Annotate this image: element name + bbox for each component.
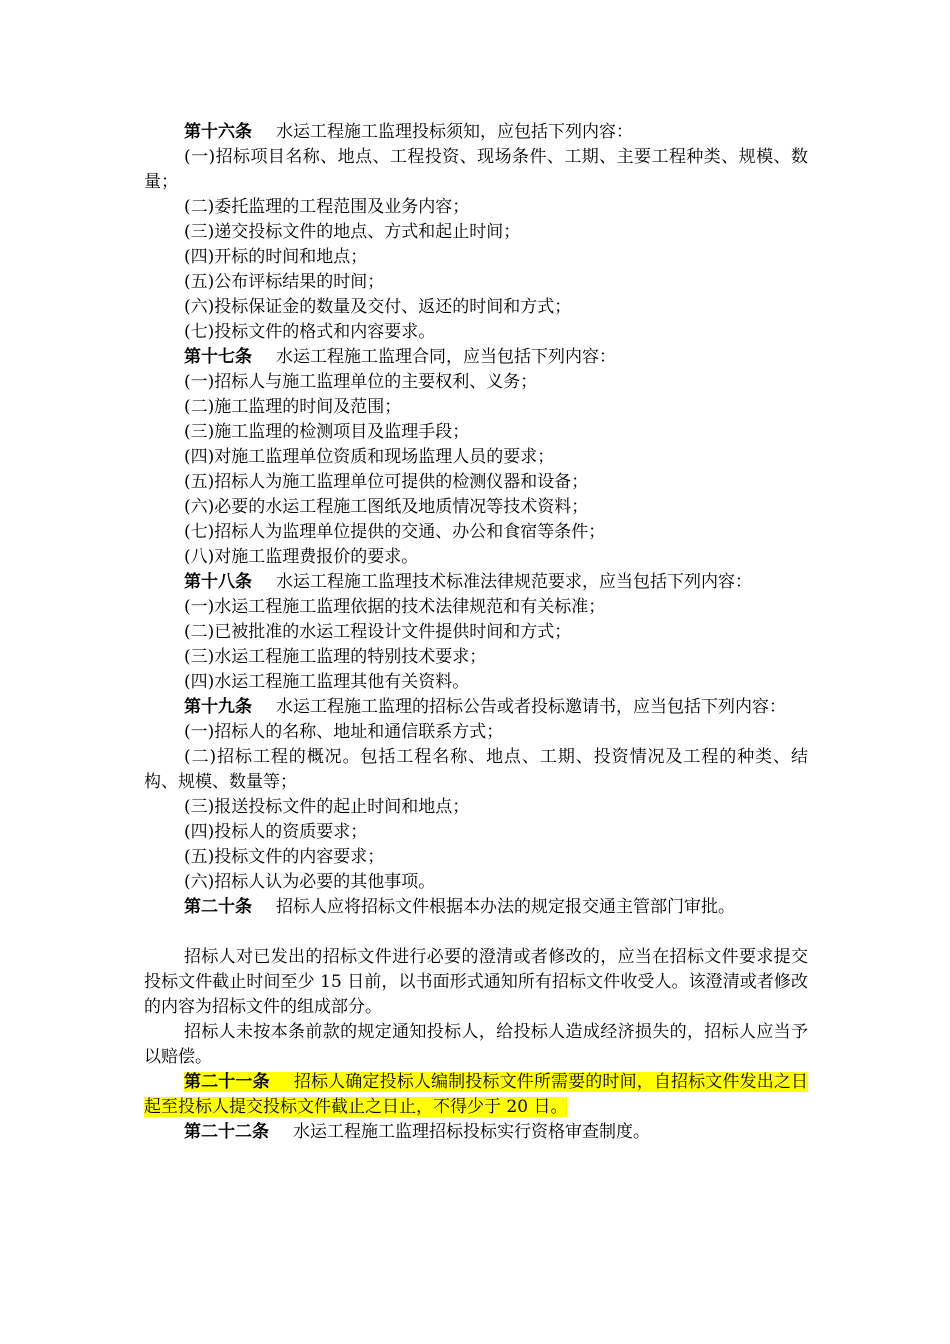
- article-19: [144, 695, 808, 720]
- list-item: (三)递交投标文件的地点、方式和起止时间；: [184, 222, 521, 242]
- article-text: 水运工程施工监理的招标公告或者投标邀请书，应当包括下列内容：: [276, 697, 786, 717]
- list-item: (一)招标人与施工监理单位的主要权利、义务；: [184, 372, 538, 392]
- list-item: (四)水运工程施工监理其他有关资料。: [184, 672, 470, 692]
- article-title: 第十六条: [184, 122, 252, 142]
- article-title: 第二十一条: [184, 1072, 270, 1092]
- article-text: 水运工程施工监理技术标准法律规范要求，应当包括下列内容：: [276, 572, 752, 592]
- article-text: 水运工程施工监理合同，应当包括下列内容：: [276, 347, 616, 367]
- list-item: (一)水运工程施工监理依据的技术法律规范和有关标准；: [184, 597, 606, 617]
- article-18: [144, 570, 808, 595]
- article-22: [144, 1120, 808, 1145]
- list-item: (二)招标工程的概况。包括工程名称、地点、工期、投资情况及工程的种类、结构、规模、数量等；: [144, 747, 808, 792]
- article-title: 第十九条: [184, 697, 252, 717]
- list-item: (七)招标人为监理单位提供的交通、办公和食宿等条件；: [184, 522, 606, 542]
- article-title: 第二十二条: [184, 1122, 269, 1142]
- list-item: (五)投标文件的内容要求；: [184, 847, 385, 867]
- list-item: (六)招标人认为必要的其他事项。: [184, 872, 436, 892]
- article-title: 第十八条: [184, 572, 252, 592]
- list-item: (一)招标人的名称、地址和通信联系方式；: [184, 722, 504, 742]
- list-item: (五)公布评标结果的时间；: [184, 272, 385, 292]
- list-item: (二)施工监理的时间及范围；: [184, 397, 402, 417]
- list-item: (八)对施工监理费报价的要求。: [184, 547, 419, 567]
- article-title: 第二十条: [184, 897, 252, 917]
- list-item: (一)招标项目名称、地点、工程投资、现场条件、工期、主要工程种类、规模、数量；: [144, 147, 808, 192]
- article-text: 水运工程施工监理投标须知，应包括下列内容：: [276, 122, 633, 142]
- article-20: [144, 895, 808, 920]
- article-title: 第十七条: [184, 347, 252, 367]
- list-item: (五)招标人为施工监理单位可提供的检测仪器和设备；: [184, 472, 589, 492]
- list-item: (二)委托监理的工程范围及业务内容；: [184, 197, 470, 217]
- paragraph: 招标人对已发出的招标文件进行必要的澄清或者修改的，应当在招标文件要求提交投标文件截止时间至少 15 日前，以书面形式通知所有招标文件收受人。该澄清或者修改的内容为招标文件的组成部分。: [144, 947, 808, 1017]
- article-21: [144, 1070, 808, 1120]
- article-16: [144, 120, 808, 145]
- list-item: (三)施工监理的检测项目及监理手段；: [184, 422, 470, 442]
- list-item: (七)投标文件的格式和内容要求。: [184, 322, 436, 342]
- list-item: (四)开标的时间和地点；: [184, 247, 368, 267]
- list-item: (二)已被批准的水运工程设计文件提供时间和方式；: [184, 622, 572, 642]
- article-text: 招标人应将招标文件根据本办法的规定报交通主管部门审批。: [276, 897, 735, 917]
- list-item: (六)投标保证金的数量及交付、返还的时间和方式；: [184, 297, 572, 317]
- list-item: (三)水运工程施工监理的特别技术要求；: [184, 647, 487, 667]
- article-17: [144, 345, 808, 370]
- list-item: (六)必要的水运工程施工图纸及地质情况等技术资料；: [184, 497, 589, 517]
- paragraph: 招标人未按本条前款的规定通知投标人，给投标人造成经济损失的，招标人应当予以赔偿。: [144, 1022, 808, 1067]
- document-body: [144, 120, 808, 1145]
- list-item: (四)对施工监理单位资质和现场监理人员的要求；: [184, 447, 555, 467]
- article-text: 招标人确定投标人编制投标文件所需要的时间，自招标文件发出之日起至投标人提交投标文件截止之日止，不得少于 20 日。: [144, 1072, 809, 1117]
- article-text: 水运工程施工监理招标投标实行资格审查制度。: [293, 1122, 650, 1142]
- list-item: (四)投标人的资质要求；: [184, 822, 368, 842]
- list-item: (三)报送投标文件的起止时间和地点；: [184, 797, 470, 817]
